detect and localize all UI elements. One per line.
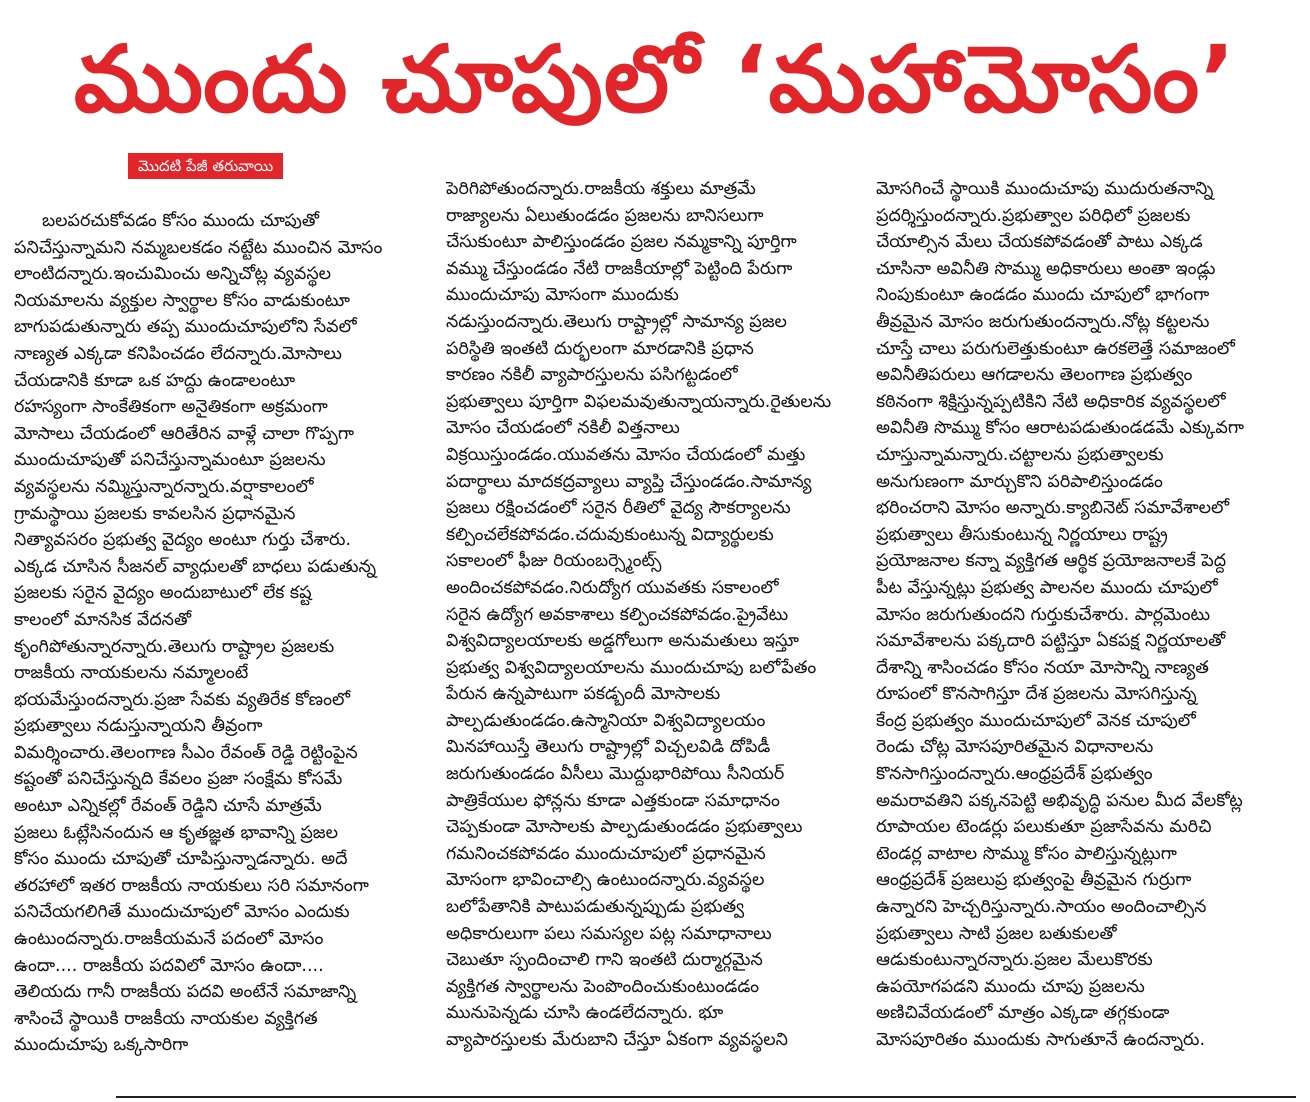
article-line: మోసగించే స్థాయికి ముందుచూపు ముదురుతనాన్ని	[876, 179, 1214, 199]
article-line: పీట వేస్తున్నట్లు ప్రభుత్వ పాలనల ముందు చూపులో	[876, 577, 1218, 598]
article-line: కృంగిపోతున్నారన్నారు.తెలుగు రాష్ట్రాల ప్రజలకు	[14, 636, 335, 657]
article-line: చెప్పకుండా మోసాలకు పాల్పడుతుండడం ప్రభుత్వాలు	[446, 817, 803, 838]
article-line: శాసించే స్థాయికి రాజకీయ నాయకుల వ్యక్తిగత	[14, 1008, 318, 1029]
article-line: సమావేశాలను పక్కదారి పట్టిస్తూ ఏకపక్ష నిర్ణయాలతో	[876, 631, 1226, 652]
article-line: కష్టంతో పనిచేస్తున్నది కేవలం ప్రజా సంక్షేమ కోసమే	[14, 769, 343, 790]
article-line: చేయడానికి కూడా ఒక హద్దు ఉండాలంటూ	[14, 370, 296, 391]
article-column-3	[876, 176, 1296, 1054]
article-line: కేంద్ర ప్రభుత్వం ముందుచూపులో వెనక చూపులో	[876, 710, 1196, 731]
article-line: దేశాన్ని శాసించడం కోసం నయా మోసాన్ని నాణ్యత	[876, 657, 1209, 678]
article-line: నాణ్యత ఎక్కడా కనిపించడం లేదన్నారు.మోసాలు	[14, 343, 342, 364]
article-line: ముందుచూపు ఒక్కసారిగా	[14, 1035, 189, 1056]
article-line: చూసినా అవినీతి సొమ్ము అధికారులు అంతా ఇండ్లు	[876, 258, 1216, 279]
article-line: ప్రజలు రక్షించడంలో సరైన రీతిలో వైద్య సౌకర్యాలను	[446, 498, 791, 519]
article-line: అమరావతిని పక్కనపెట్టి అభివృద్ధి పనుల మీద వేలకోట్ల	[876, 790, 1243, 811]
article-line: రూపంలో కొనసాగిస్తూ దేశ ప్రజలను మోసగిస్తున్న	[876, 684, 1197, 705]
article-line: నడుస్తుందన్నారు.తెలుగు రాష్ట్రాల్లో సామాన్య ప్రజల	[446, 311, 787, 332]
article-line: భరించరాని మోసం అన్నారు.క్యాబినెట్ సమావేశాలలో	[876, 498, 1230, 519]
article-line: నిత్యావసరం ప్రభుత్వ వైద్యం అంటూ గుర్తు చేశారు.	[14, 530, 352, 551]
article-line: పనిచేయగలిగితే ముందుచూపులో మోసం ఎందుకు	[14, 902, 350, 923]
article-line: అంటూ ఎన్నికల్లో రేవంత్ రెడ్డిని చూసే మాత్రమే	[14, 796, 322, 817]
article-line: చూస్తే చాలు పరుగులెత్తుకుంటూ ఉరకలెత్తే సమాజంలో	[876, 338, 1235, 359]
article-line: అవినీతి సొమ్ము కోసం ఆరాటపడుతుండడమే ఎక్కువగా	[876, 418, 1244, 439]
article-line: నియమాలను వ్యక్తుల స్వార్థాల కోసం వాడుకుంటూ	[14, 290, 350, 311]
article-line: మోసాలు చేయడంలో ఆరితేరిన వాళ్లే చాలా గొప్పగా	[14, 423, 354, 444]
article-line: ప్రజలు ఓట్లేసినందున ఆ కృతజ్ఞత భావాన్ని ప్రజల	[14, 822, 338, 843]
article-line: ఉందా.... రాజకీయ పదవిలో మోసం ఉందా....	[14, 955, 324, 976]
article-line: చెబుతూ స్పందించాలి గాని ఇంతటి దుర్మార్గమైన	[446, 950, 763, 971]
article-line: ముందుచూపు మోసంగా ముందుకు	[446, 285, 679, 306]
article-line: గ్రామస్థాయి ప్రజలకు కావలసిన ప్రధానమైన	[14, 503, 296, 524]
article-line: మినహాయిస్తే తెలుగు రాష్ట్రాల్లో విచ్చలవిడి దోపిడీ	[446, 737, 771, 758]
article-line: ఆంధ్రప్రదేశ్ ప్రజలుప్ర భుత్వంపై తీవ్రమైన గుర్రుగా	[876, 870, 1192, 891]
article-line: మోసంగా భావించాల్సి ఉంటుందన్నారు.వ్యవస్థల	[446, 870, 765, 891]
article-line: రూపాయల టెండర్లు పలుకుతూ ప్రజాసేవను మరిచి	[876, 817, 1212, 838]
article-line: తీవ్రమైన మోసం జరుగుతుందన్నారు.నోట్ల కట్టలను	[876, 311, 1210, 332]
article-line: మోసం జరుగుతుందని గుర్తుకుచేశారు. పార్లమెంటు	[876, 604, 1211, 625]
article-line: రహస్యంగా సాంకేతికంగా అనైతికంగా అక్రమంగా	[14, 397, 328, 418]
article-line: మోసం చేయడంలో నకిలీ విత్తనాలు	[446, 418, 680, 439]
article-line: పనిచేస్తున్నామని నమ్మబలకడం నట్టేట ముంచిన మోసం	[14, 237, 383, 258]
article-line: చేసుకుంటూ పాలిస్తుండడం ప్రజల నమ్మకాన్ని పూర్తిగా	[446, 232, 797, 253]
article-line: ఉన్నారని హెచ్చరిస్తున్నారు.సాయం అందించాల్సిన	[876, 897, 1207, 918]
headline: ముందు చూపులో ‘మహామోసం’	[73, 26, 1237, 133]
article-line: ప్రదర్శిస్తుందన్నారు.ప్రభుత్వాల పరిధిలో ప్రజలకు	[876, 205, 1191, 226]
article-line: భయమేస్తుందన్నారు.ప్రజా సేవకు వ్యతిరేక కోణంలో	[14, 689, 350, 710]
article-column-2	[446, 176, 858, 1054]
article-line: జరుగుతుండడం వీసీలు మొద్దుభారిపోయి సీనియర్	[446, 764, 785, 785]
article-line: పరిస్థితి ఇంతటి దుర్భలంగా మారడానికి ప్రధాన	[446, 338, 754, 359]
article-line: ప్రజలకు సరైన వైద్యం అందుబాటులో లేక కష్ట	[14, 583, 312, 604]
article-line: కొనసాగిస్తుందన్నారు.ఆంధ్రప్రదేశ్ ప్రభుత్వం	[876, 764, 1153, 785]
article-line: మునుపెన్నడు చూసి ఉండలేదన్నారు. భూ	[446, 1003, 724, 1024]
article-line: సకాలంలో ఫీజు రియంబర్స్మెంట్స్	[446, 551, 662, 572]
article-line: పేరున ఉన్నపాటుగా పకడ్బందీ మోసాలకు	[446, 684, 721, 705]
article-line: కోసం ముందు చూపుతో చూపిస్తున్నాడన్నారు. అదే	[14, 849, 348, 870]
article-line: బలపరచుకోవడం కోసం ముందు చూపుతో	[42, 211, 319, 231]
article-line: కల్పించలేకపోవడం.చదువుకుంటున్న విద్యార్థులకు	[446, 524, 774, 545]
article-line: అణిచివేయడంలో మాత్రం ఎక్కడా తగ్గకుండా	[876, 1003, 1170, 1024]
footer-rule	[116, 1096, 1296, 1098]
article-line: విమర్శించారు.తెలంగాణ సీఎం రేవంత్ రెడ్డి రెట్టింపైన	[14, 742, 358, 763]
article-line: మోసపూరితం ముందుకు సాగుతూనే ఉందన్నారు.	[876, 1030, 1206, 1050]
article-line: వమ్ము చేస్తుండడం నేటి రాజకీయాల్లో పెట్టింది పేరుగా	[446, 258, 793, 279]
article-line: ప్రభుత్వాలు పూర్తిగా విఫలమవుతున్నాయన్నారు.రైతులను	[446, 391, 832, 412]
article-line: రాజకీయ నాయకులను నమ్మాలంటే	[14, 663, 249, 684]
article-line: టెండర్ల వాటాల సొమ్ము కోసం పాలిస్తున్నట్లుగా	[876, 843, 1177, 864]
article-line: వ్యక్తిగత స్వార్థాలను పెంపొందించుకుంటుండడం	[446, 976, 759, 997]
article-line: రాజ్యాలను ఏలుతుండడం ప్రజలను బానిసలుగా	[446, 205, 764, 226]
article-line: ప్రభుత్వాలు నడుస్తున్నాయని తీవ్రంగా	[14, 716, 263, 737]
article-line: తరహాలో ఇతర రాజకీయ నాయకులు సరి సమానంగా	[14, 875, 369, 896]
article-line: చూస్తున్నామన్నారు.చట్టాలను ప్రభుత్వాలకు	[876, 444, 1164, 465]
article-line: రెండు చోట్ల మోసపూరితమైన విధానాలను	[876, 737, 1154, 758]
article-line: తెలియదు గానీ రాజకీయ పదవి అంటేనే సమాజాన్ని	[14, 982, 357, 1003]
article-line: ఎక్కడ చూసిన సీజనల్ వ్యాధులతో బాధలు పడుతున్న	[14, 556, 377, 577]
article-line: లాంటిదన్నారు.ఇంచుమించు అన్నిచోట్ల వ్యవస్థల	[14, 264, 332, 285]
article-line: విశ్వవిద్యాలయాలకు అడ్డగోలుగా అనుమతులు ఇస్తూ	[446, 631, 800, 652]
article-line: చేయాల్సిన మేలు చేయకపోవడంతో పాటు ఎక్కడ	[876, 232, 1203, 253]
article-line: అందించకపోవడం.నిరుద్యోగ యువతకు సకాలంలో	[446, 577, 779, 598]
article-line: వ్యవస్థలను నమ్మిస్తున్నారన్నారు.వర్షాకాలంలో	[14, 476, 314, 497]
article-line: వ్యాపారస్తులకు మేరుబాని చేస్తూ ఏకంగా వ్యవస్థలని	[446, 1030, 788, 1050]
article-line: ఉంటుందన్నారు.రాజకీయమనే పదంలో మోసం	[14, 929, 324, 950]
article-line: విక్రయిస్తుండడం.యువతను మోసం చేయడంలో మత్తు	[446, 444, 806, 465]
article-line: అధికారులుగా పలు సమస్యల పట్ల సమాధానాలు	[446, 923, 772, 944]
article-line: పాల్పడుతుండడం.ఉస్మానియా విశ్వవిద్యాలయం	[446, 710, 766, 731]
article-line: ప్రభుత్వాలు తీసుకుంటున్న నిర్ణయాలు రాష్ట్ర	[876, 524, 1168, 545]
article-line: ఉపయోగపడని ముందు చూపు ప్రజలను	[876, 976, 1145, 997]
article-line: ప్రభుత్వ విశ్వవిద్యాలయాలను ముందుచూపు బలోపేతం	[446, 657, 817, 678]
article-line: అవినీతిపరులు ఆగడాలను తెలంగాణ ప్రభుత్వం	[876, 365, 1193, 386]
article-line: నింపుకుంటూ ఉండడం ముందు చూపులో భాగంగా	[876, 285, 1210, 306]
article-line: అనుగుణంగా మార్చుకొని పరిపాలిస్తుండడం	[876, 471, 1163, 492]
article-line: ప్రభుత్వాలు సాటి ప్రజల బతుకులతో	[876, 923, 1117, 944]
article-line: పెరిగిపోతుందన్నారు.రాజకీయ శక్తులు మాత్రమే	[446, 179, 756, 199]
article-line: పాత్రికేయుల ఫోన్లను కూడా ఎత్తకుండా సమాధానం	[446, 790, 780, 811]
article-line: ముందుచూపుతో పనిచేస్తున్నామంటూ ప్రజలను	[14, 450, 326, 471]
continued-from-front-page-tag: మొదటి పేజీ తరువాయి	[128, 153, 283, 179]
article-line: సరైన ఉద్యోగ అవకాశాలు కల్పించకపోవడం.ప్రైవేటు	[446, 604, 789, 625]
article-line: ఆడుకుంటున్నారన్నారు.ప్రజల మేలుకొరకు	[876, 950, 1153, 971]
article-line: గమనించకపోవడం ముందుచూపులో ప్రధానమైన	[446, 843, 766, 864]
article-line: కారణం నకిలీ వ్యాపారస్తులను పసిగట్టడంలో	[446, 365, 738, 386]
article-line: బలోపేతానికి పాటుపడుతున్నప్పుడు ప్రభుత్వ	[446, 897, 745, 918]
article-line: బాగుపడుతున్నారు తప్ప ముందుచూపులోని సేవలో	[14, 317, 357, 338]
article-line: ప్రయోజనాల కన్నా వ్యక్తిగత ఆర్థిక ప్రయోజనాలకే పెద్ద	[876, 551, 1227, 572]
article-column-1	[14, 208, 420, 1059]
article-line: పదార్థాలు మాదకద్రవ్యాలు వ్యాప్తి చేస్తుండడం.సామాన్య	[446, 471, 812, 492]
article-line: కఠినంగా శిక్షిస్తున్నప్పటికిని నేటి అధికారిక వ్యవస్థలలో	[876, 391, 1226, 412]
article-line: కాలంలో మానసిక వేదనతో	[14, 609, 192, 630]
